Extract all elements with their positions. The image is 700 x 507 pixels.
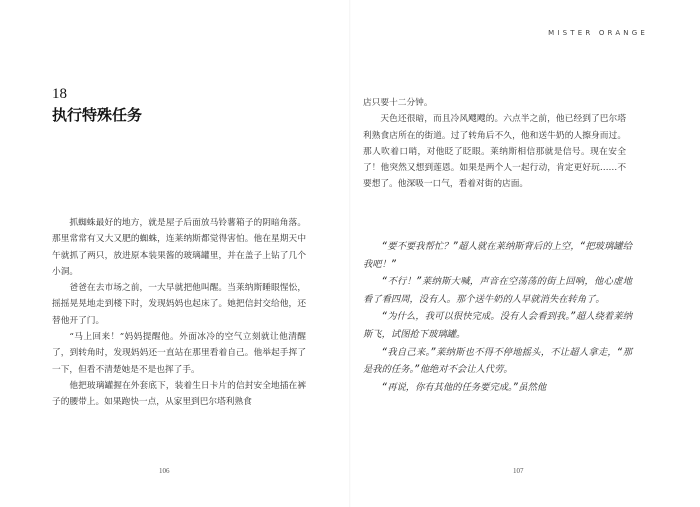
paragraph: 他把玻璃罐握在外套底下，装着生日卡片的信封安全地插在裤子的腰带上。如果跑快一点，从家里到巴尔塔利熟食: [52, 380, 306, 408]
right-page-narrative: [363, 95, 626, 193]
dialog-paragraph: “我自己来。”莱纳斯也不得不停地摇头，不让超人拿走，“那是我的任务。”他绝对不会让人代劳。: [363, 346, 632, 376]
left-page-body: [52, 215, 306, 411]
dialog-paragraph: “为什么，我可以很快完成。没有人会看到我。”超人绕着莱纳斯飞，试图抢下玻璃罐。: [363, 311, 632, 340]
paragraph: 爸爸在去市场之前，一大早就把他叫醒。当莱纳斯睡眼惺忪，摇摇晃晃地走到楼下时，发现妈妈也起床了。她把信封交给他，还替他开了门。: [52, 283, 306, 326]
page-number-left: 106: [159, 467, 170, 475]
dialog-paragraph: “不行！”莱纳斯大喊，声音在空荡荡的街上回响，他心虚地看了看四周，没有人。那个送牛奶的人早就消失在转角了。: [363, 276, 632, 305]
right-page: [350, 0, 700, 507]
paragraph: “马上回来！”妈妈提醒他。外面冰冷的空气立刻就让他清醒了，到转角时，发现妈妈还一直站在那里看着自己。他举起手挥了一下，但看不清楚她是不是也挥了手。: [52, 332, 306, 375]
chapter-number: 18: [52, 86, 67, 102]
dialog-paragraph: “要不要我帮忙？”超人就在莱纳斯背后的上空，“把玻璃罐给我吧！”: [363, 241, 632, 270]
paragraph: 抓蜘蛛最好的地方，就是屋子后面放马铃薯箱子的阴暗角落。那里常常有又大又肥的蜘蛛，连莱纳斯都觉得害怕。他在星期天中午就抓了两只，放进原本装果酱的玻璃罐里，并在盖子上钻了几个小洞。: [52, 218, 306, 277]
running-head: MISTER ORANGE: [548, 29, 648, 37]
chapter-title: 执行特殊任务: [52, 106, 143, 124]
page-number-right: 107: [513, 467, 524, 475]
paragraph: 天色还很暗，而且冷风飕飕的。六点半之前，他已经到了巴尔塔利熟食店所在的街道。过了转角后不久，他和送牛奶的人擦身而过。那人吹着口哨，对他眨了眨眼。莱纳斯相信那就是信号。现在安全了！他突然又想到莲恩。如果是两个人一起行动，肯定更好玩……不要想了。他深吸一口气，看着对街的店面。: [363, 114, 626, 190]
right-page-dialog: [363, 238, 632, 396]
paragraph: 店只要十二分钟。: [363, 98, 433, 108]
dialog-paragraph: “再说，你有其他的任务要完成。”虽然他: [381, 381, 547, 393]
